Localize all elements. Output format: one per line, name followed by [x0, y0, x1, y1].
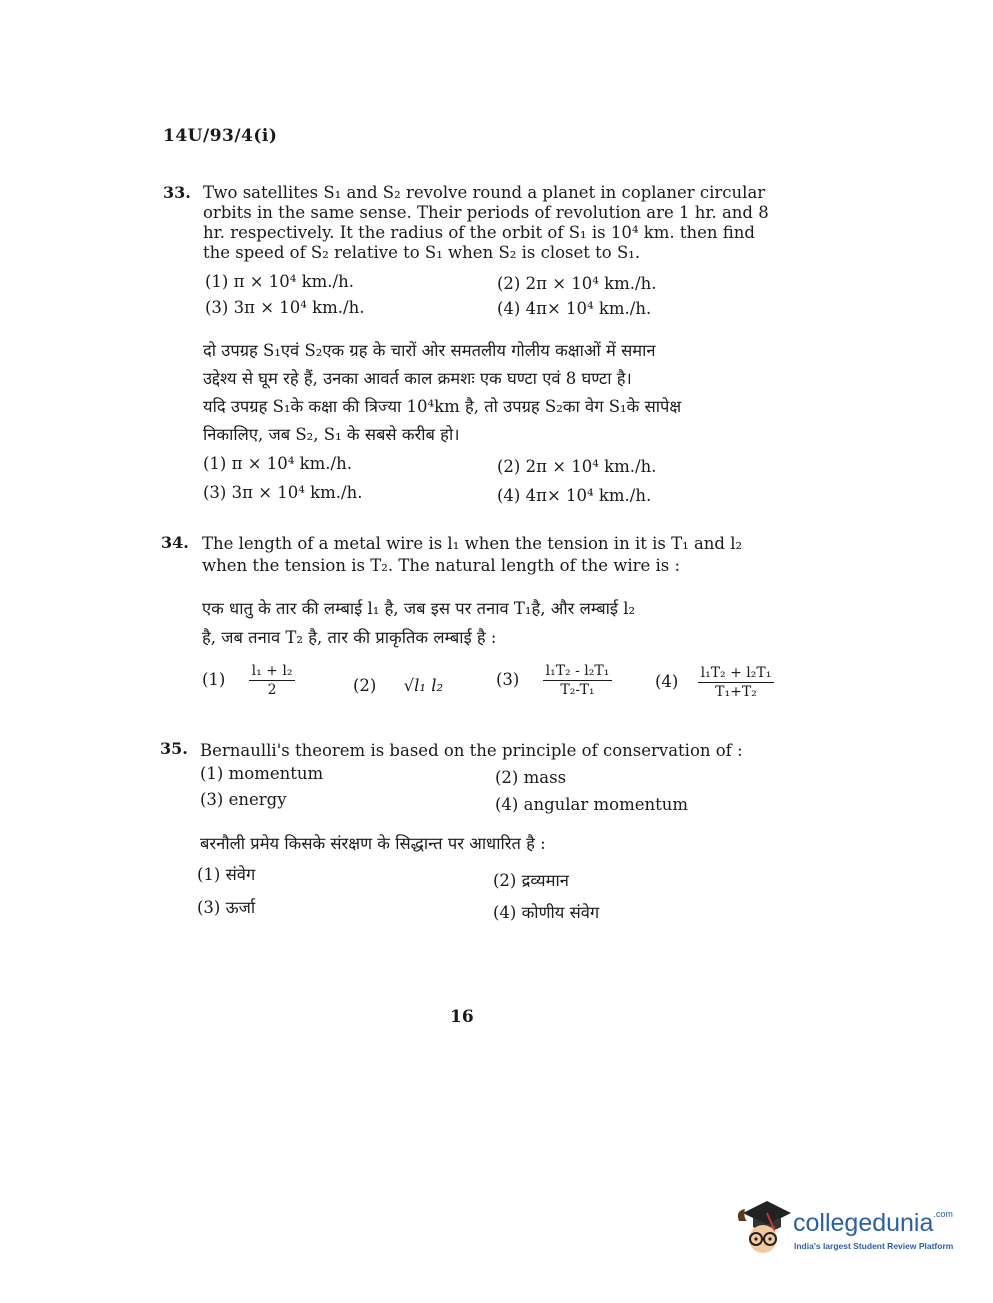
question-number-35: 35. — [160, 739, 188, 758]
sqrt-expression: √l₁ l₂ — [403, 676, 444, 695]
question-33-hindi — [203, 337, 803, 449]
q33-hindi-line: उद्देश्य से घूम रहे हैं, उनका आवर्त काल क्रमशः एक घण्टा एवं 8 घण्टा है। — [203, 369, 632, 388]
q33-option-1: (1) π × 10⁴ km./h. — [205, 272, 354, 291]
mascot-icon — [733, 1195, 793, 1255]
q33-hindi-option-4: (4) 4π× 10⁴ km./h. — [497, 486, 652, 505]
q35-option-4: (4) angular momentum — [495, 795, 689, 814]
q33-hindi-option-1: (1) π × 10⁴ km./h. — [203, 454, 352, 473]
q33-line: orbits in the same sense. Their periods of revolution are 1 hr. and 8 — [203, 203, 769, 222]
question-35-hindi: बरनौली प्रमेय किसके संरक्षण के सिद्धान्त पर आधारित है : — [200, 834, 546, 853]
q34-hindi-line: है, जब तनाव T₂ है, तार की प्राकृतिक लम्बाई है : — [202, 628, 497, 647]
q33-hindi-option-3: (3) 3π × 10⁴ km./h. — [203, 483, 363, 502]
fraction-denominator: T₁+T₂ — [715, 684, 757, 700]
q34-line: The length of a metal wire is l₁ when the tension in it is T₁ and l₂ — [202, 534, 743, 553]
q34-option-4 — [655, 665, 774, 700]
collegedunia-logo — [733, 1195, 963, 1255]
q33-hindi-option-2: (2) 2π × 10⁴ km./h. — [497, 457, 657, 476]
q33-hindi-line: दो उपग्रह S₁एवं S₂एक ग्रह के चारों ओर समतलीय गोलीय कक्षाओं में समान — [203, 341, 656, 360]
paper-code: 14U/93/4(i) — [163, 126, 278, 146]
fraction — [543, 663, 613, 698]
brand-suffix: .com — [933, 1209, 953, 1219]
q33-line: Two satellites S₁ and S₂ revolve round a planet in coplaner circular — [203, 183, 766, 202]
q33-option-2: (2) 2π × 10⁴ km./h. — [497, 274, 657, 293]
q35-option-2: (2) mass — [495, 768, 567, 787]
q33-hindi-line: निकालिए, जब S₂, S₁ के सबसे करीब हो। — [203, 425, 460, 444]
question-number-33: 33. — [163, 183, 191, 202]
question-number-34: 34. — [161, 533, 189, 552]
question-33-english — [203, 183, 793, 263]
option-label: (4) — [655, 672, 679, 691]
fraction — [249, 663, 296, 698]
q34-option-2 — [353, 676, 443, 695]
q33-option-3: (3) 3π × 10⁴ km./h. — [205, 298, 365, 317]
q34-line: when the tension is T₂. The natural length of the wire is : — [202, 556, 681, 575]
brand-name: collegedunia — [793, 1209, 934, 1237]
question-35-english: Bernaulli's theorem is based on the principle of conservation of : — [200, 741, 743, 760]
q34-option-3 — [496, 663, 612, 698]
fraction-numerator: l₁ + l₂ — [249, 663, 296, 681]
q35-option-1: (1) momentum — [200, 764, 324, 783]
q35-option-3: (3) energy — [200, 790, 287, 809]
q34-hindi-line: एक धातु के तार की लम्बाई l₁ है, जब इस पर तनाव T₁है, और लम्बाई l₂ — [202, 599, 636, 618]
q33-line: hr. respectively. It the radius of the orbit of S₁ is 10⁴ km. then find — [203, 223, 755, 242]
q35-hindi-option-2: (2) द्रव्यमान — [493, 871, 569, 890]
q33-option-4: (4) 4π× 10⁴ km./h. — [497, 299, 652, 318]
question-34-hindi — [202, 594, 802, 652]
q35-hindi-option-1: (1) संवेग — [197, 865, 256, 884]
fraction — [698, 665, 775, 700]
fraction-denominator: 2 — [267, 682, 277, 698]
question-34-english — [202, 533, 802, 577]
q34-option-1 — [202, 663, 295, 698]
q35-hindi-option-4: (4) कोणीय संवेग — [493, 903, 600, 922]
option-label: (1) — [202, 670, 226, 689]
fraction-denominator: T₂-T₁ — [560, 682, 595, 698]
option-label: (2) — [353, 676, 377, 695]
q33-hindi-line: यदि उपग्रह S₁के कक्षा की त्रिज्या 10⁴km है, तो उपग्रह S₂का वेग S₁के सापेक्ष — [203, 397, 682, 416]
option-label: (3) — [496, 670, 520, 689]
fraction-numerator: l₁T₂ + l₂T₁ — [698, 665, 775, 683]
brand-name-row — [793, 1209, 953, 1238]
brand-tagline: India's largest Student Review Platform — [794, 1241, 954, 1251]
q33-line: the speed of S₂ relative to S₁ when S₂ is closet to S₁. — [203, 243, 641, 262]
page-number: 16 — [450, 1007, 474, 1027]
q35-hindi-option-3: (3) ऊर्जा — [197, 898, 256, 917]
fraction-numerator: l₁T₂ - l₂T₁ — [543, 663, 613, 681]
